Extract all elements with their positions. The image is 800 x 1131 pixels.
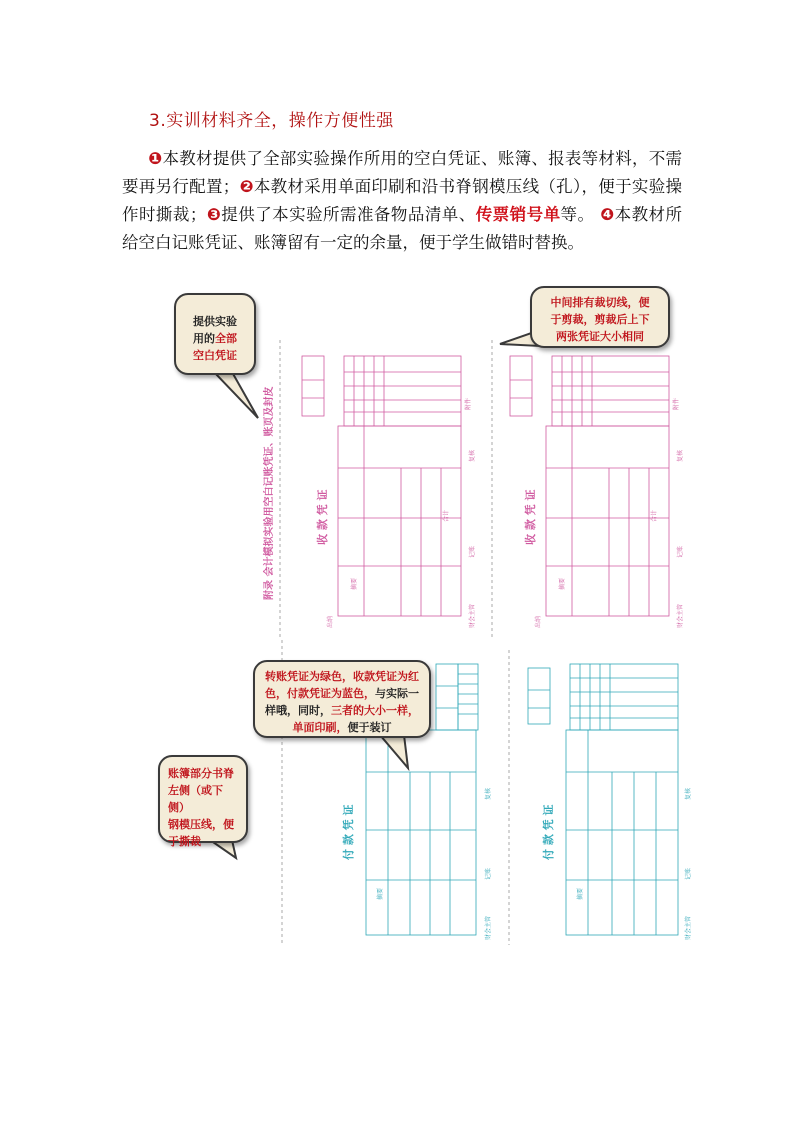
cashier-label-right: 出纳 (535, 615, 542, 628)
callout2-line3: 两张凭证大小相同 (556, 330, 644, 343)
point-3-highlight: 传票销号单 (475, 205, 561, 224)
callout4-line1: 账簿部分书脊 (168, 767, 234, 780)
receipt-title-right: 收 款 凭 证 (524, 489, 537, 545)
callout3-line1: 转账凭证为绿色，收款凭证为红 (265, 670, 419, 683)
callout4-line4: 于撕裁 (168, 835, 201, 848)
intro-paragraph (122, 145, 682, 257)
callout3-line4b: 便于装订 (347, 721, 392, 734)
num-4: ❹ (600, 205, 615, 224)
attach-label-right: 附件 (673, 397, 680, 410)
receipt-voucher-left (302, 356, 461, 616)
review-label-pay-right: 复核 (685, 787, 692, 800)
bookkeeping-label-right: 记账 (677, 545, 684, 558)
callout1-line3: 空白凭证 (193, 349, 237, 362)
callout-ledger-spine (158, 755, 248, 848)
point-3a: 提供了本实验所需准备物品清单、 (221, 205, 476, 224)
attach-label-left: 附件 (465, 397, 472, 410)
summary-label-pay-left: 摘要 (377, 887, 384, 900)
bookkeeping-label-left: 记账 (469, 545, 476, 558)
receipt-voucher-right (510, 356, 669, 616)
accountant-label-left: 财会主管 (469, 603, 476, 628)
spine-label: 附录 会计模拟实验用空白记账凭证、账页及封皮 (264, 386, 275, 600)
summary-label-left: 摘要 (351, 577, 358, 590)
callout-tail-1 (214, 372, 258, 418)
accountant-label-pay-right: 财会主管 (685, 915, 692, 940)
callout1-line1: 提供实验 (193, 315, 237, 328)
bookkeeping-label-pay-right: 记账 (685, 867, 692, 880)
callout3-line3a: 样哦，同时， (265, 704, 331, 717)
callout4-line3: 钢模压线，便 (168, 818, 234, 831)
receipt-title-left: 收 款 凭 证 (316, 489, 329, 545)
total-label-right: 合计 (651, 509, 658, 522)
num-1: ❶ (148, 149, 163, 168)
callout1-line2-red: 全部 (215, 332, 237, 345)
point-3b: 等。 (560, 205, 601, 224)
callout2-line2: 于剪裁，剪裁后上下 (550, 313, 650, 326)
callout3-line3b: 三者的大小一样， (331, 704, 419, 717)
payment-voucher-right (528, 664, 678, 935)
review-label-right: 复核 (677, 449, 684, 462)
callout3-line2a: 色，付款凭证为蓝色， (265, 687, 375, 700)
callout2-line1: 中间排有裁切线，便 (550, 296, 650, 309)
point-1: 本教材提供了全部实验操作所用的空白凭证、账簿、报表等材料，不需要再另行配置； (122, 149, 682, 196)
callout-tail-3 (380, 735, 408, 768)
accountant-label-pay-left: 财会主管 (485, 915, 492, 940)
callout-blank-vouchers (174, 293, 256, 375)
callout1-line2a: 用的 (193, 332, 215, 345)
callout-voucher-colors (253, 660, 431, 738)
cashier-label-left: 出纳 (327, 615, 334, 628)
point-2: 本教材采用单面印刷和沿书脊钢模压线（孔），便于实验操作时撕裁； (122, 177, 682, 224)
num-3: ❸ (206, 205, 222, 224)
callout3-line2b: 与实际一 (375, 687, 419, 700)
summary-label-right: 摘要 (559, 577, 566, 590)
callout4-line2: 左侧（或下侧） (168, 784, 223, 814)
summary-label-pay-right: 摘要 (577, 887, 584, 900)
callout3-line4a: 单面印刷， (292, 721, 348, 734)
section-heading: 3.实训材料齐全，操作方便性强 (149, 111, 394, 131)
review-label-pay-left: 复核 (485, 787, 492, 800)
payment-title-left: 付 款 凭 证 (342, 804, 355, 860)
accountant-label-right: 财会主管 (677, 603, 684, 628)
bookkeeping-label-pay-left: 记账 (485, 867, 492, 880)
review-label-left: 复核 (469, 449, 476, 462)
payment-title-right: 付 款 凭 证 (542, 804, 555, 860)
callout-cut-line (530, 286, 670, 348)
point-4: 本教材所给空白记账凭证、账簿留有一定的余量，便于学生做错时替换。 (122, 205, 683, 252)
total-label-left: 合计 (443, 509, 450, 522)
num-2: ❷ (239, 177, 254, 196)
